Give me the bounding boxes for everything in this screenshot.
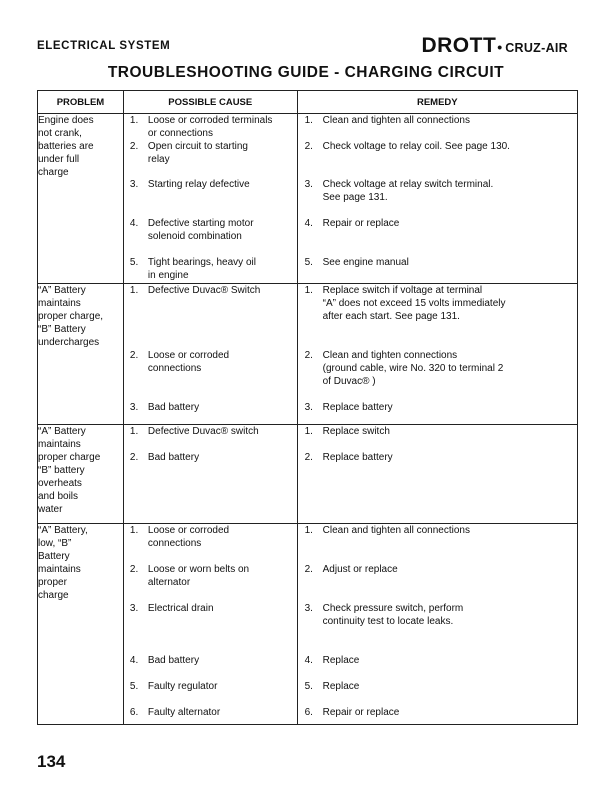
- remedy-line: Check voltage at relay switch terminal.: [322, 179, 494, 190]
- cause-item: [124, 178, 297, 191]
- problem-line: charge: [38, 590, 69, 601]
- cause-cell: [123, 284, 297, 425]
- remedy-cell: [297, 524, 577, 725]
- remedy-line: “A” does not exceed 15 volts immediately: [322, 298, 506, 309]
- cause-line: Defective Duvac® switch: [147, 426, 259, 437]
- remedy-text: [323, 349, 577, 388]
- remedy-number: 2.: [304, 141, 313, 152]
- remedy-number: 1.: [304, 525, 313, 536]
- problem-line: maintains: [38, 439, 81, 450]
- problem-cell: [38, 284, 124, 425]
- problem-line: proper charge,: [38, 311, 104, 322]
- remedy-item: [298, 284, 577, 323]
- problem-cell: [38, 524, 124, 725]
- remedy-text: [323, 178, 577, 204]
- cause-item: [124, 654, 297, 667]
- cause-number: 2.: [129, 564, 139, 575]
- remedy-text: [323, 425, 577, 438]
- problem-line: low, “B”: [38, 538, 72, 549]
- remedy-text: [323, 602, 577, 628]
- remedy-cell: [297, 284, 577, 425]
- remedy-text: [323, 284, 577, 323]
- remedy-item: [298, 654, 577, 667]
- column-header-problem: PROBLEM: [38, 91, 124, 114]
- remedy-number: 5.: [304, 257, 313, 268]
- remedy-item: [298, 114, 577, 127]
- cause-line: Bad battery: [147, 655, 200, 666]
- cause-item: [124, 451, 297, 464]
- problem-line: and boils: [38, 491, 79, 502]
- cause-line: Loose or corroded: [147, 525, 230, 536]
- cause-number: 5.: [129, 681, 139, 692]
- cause-number: 3.: [129, 179, 139, 190]
- cause-cell: [123, 114, 297, 284]
- cause-number: 1.: [129, 285, 139, 296]
- cause-number: 1.: [129, 115, 139, 126]
- cause-line: alternator: [147, 577, 191, 588]
- remedy-line: Adjust or replace: [322, 564, 398, 575]
- cause-line: Bad battery: [147, 402, 200, 413]
- cause-text: [148, 563, 297, 589]
- remedy-number: 3.: [304, 179, 313, 190]
- cause-line: solenoid combination: [147, 231, 242, 242]
- cause-item: [124, 706, 297, 719]
- cause-text: [148, 706, 297, 719]
- cause-item: [124, 425, 297, 438]
- remedy-line: Check voltage to relay coil. See page 130.: [322, 141, 510, 152]
- cause-line: Tight bearings, heavy oil: [147, 257, 256, 268]
- cause-text: [148, 114, 297, 140]
- remedy-number: 1.: [304, 426, 313, 437]
- remedy-item: [298, 680, 577, 693]
- remedy-line: Replace: [322, 681, 360, 692]
- cause-line: Electrical drain: [147, 603, 214, 614]
- problem-line: Engine does: [38, 115, 94, 126]
- cause-text: [148, 654, 297, 667]
- cause-line: connections: [147, 363, 202, 374]
- problem-line: Battery: [38, 551, 70, 562]
- cause-line: connections: [147, 538, 202, 549]
- cause-text: [148, 451, 297, 464]
- remedy-number: 6.: [304, 707, 313, 718]
- cause-text: [148, 401, 297, 414]
- cause-line: Loose or corroded: [147, 350, 230, 361]
- remedy-text: [323, 654, 577, 667]
- remedy-item: [298, 140, 577, 153]
- cause-number: 6.: [129, 707, 139, 718]
- remedy-text: [323, 524, 577, 537]
- column-header-remedy: REMEDY: [297, 91, 577, 114]
- remedy-item: [298, 602, 577, 628]
- problem-line: proper: [38, 577, 67, 588]
- cause-text: [148, 524, 297, 550]
- problem-line: under full: [38, 154, 80, 165]
- cause-line: Starting relay defective: [147, 179, 250, 190]
- remedy-number: 2.: [304, 452, 313, 463]
- cause-number: 4.: [129, 655, 139, 666]
- remedy-line: See page 131.: [322, 192, 388, 203]
- problem-line: “A” Battery: [38, 285, 86, 296]
- cause-line: Loose or corroded terminals: [147, 115, 273, 126]
- cause-item: [124, 140, 297, 166]
- problem-line: maintains: [38, 298, 81, 309]
- remedy-line: of Duvac® ): [322, 376, 376, 387]
- problem-cell: [38, 114, 124, 284]
- cause-text: [148, 602, 297, 615]
- remedy-number: 3.: [304, 402, 313, 413]
- brand-model: CRUZ-AIR: [505, 41, 568, 55]
- cause-line: Faulty alternator: [147, 707, 221, 718]
- cause-text: [148, 217, 297, 243]
- remedy-number: 1.: [304, 285, 313, 296]
- cause-item: [124, 349, 297, 375]
- remedy-item: [298, 451, 577, 464]
- remedy-item: [298, 349, 577, 388]
- cause-number: 2.: [129, 350, 139, 361]
- remedy-item: [298, 401, 577, 414]
- cause-cell: [123, 425, 297, 524]
- cause-item: [124, 524, 297, 550]
- cause-text: [148, 178, 297, 191]
- cause-number: 1.: [129, 426, 139, 437]
- cause-text: [148, 284, 297, 297]
- problem-line: water: [38, 504, 63, 515]
- cause-text: [148, 425, 297, 438]
- remedy-text: [323, 680, 577, 693]
- remedy-text: [323, 451, 577, 464]
- cause-number: 1.: [129, 525, 139, 536]
- remedy-number: 4.: [304, 218, 313, 229]
- remedy-text: [323, 140, 577, 153]
- remedy-number: 2.: [304, 350, 313, 361]
- remedy-number: 4.: [304, 655, 313, 666]
- remedy-text: [323, 217, 577, 230]
- problem-line: charge: [38, 167, 69, 178]
- section-title: ELECTRICAL SYSTEM: [37, 40, 171, 52]
- cause-item: [124, 680, 297, 693]
- cause-number: 4.: [129, 218, 139, 229]
- remedy-line: Replace: [322, 655, 360, 666]
- cause-item: [124, 563, 297, 589]
- remedy-item: [298, 425, 577, 438]
- remedy-line: Clean and tighten all connections: [322, 115, 470, 126]
- problem-cell: [38, 425, 124, 524]
- remedy-line: (ground cable, wire No. 320 to terminal 2: [322, 363, 504, 374]
- remedy-line: See engine manual: [322, 257, 409, 268]
- table-header-row: [38, 91, 578, 114]
- cause-line: in engine: [147, 270, 189, 281]
- cause-line: Loose or worn belts on: [147, 564, 250, 575]
- remedy-line: Check pressure switch, perform: [322, 603, 464, 614]
- cause-number: 2.: [129, 141, 139, 152]
- remedy-text: [323, 256, 577, 269]
- cause-text: [148, 256, 297, 282]
- problem-line: “A” Battery,: [38, 525, 88, 536]
- cause-line: relay: [147, 154, 170, 165]
- remedy-number: 2.: [304, 564, 313, 575]
- cause-line: Defective starting motor: [147, 218, 254, 229]
- remedy-line: Replace battery: [322, 402, 393, 413]
- remedy-line: Replace switch if voltage at terminal: [322, 285, 483, 296]
- remedy-number: 3.: [304, 603, 313, 614]
- remedy-line: Repair or replace: [322, 218, 400, 229]
- brand-name: DROTT: [421, 34, 497, 57]
- cause-cell: [123, 524, 297, 725]
- table-row: [38, 425, 578, 524]
- remedy-cell: [297, 114, 577, 284]
- cause-item: [124, 602, 297, 615]
- problem-line: proper charge: [38, 452, 101, 463]
- remedy-number: 1.: [304, 115, 313, 126]
- cause-item: [124, 217, 297, 243]
- cause-item: [124, 256, 297, 282]
- brand-separator: •: [497, 39, 503, 55]
- remedy-item: [298, 178, 577, 204]
- cause-line: Bad battery: [147, 452, 200, 463]
- table-row: [38, 114, 578, 284]
- table-row: [38, 284, 578, 425]
- cause-number: 3.: [129, 402, 139, 413]
- cause-text: [148, 349, 297, 375]
- cause-line: Open circuit to starting: [147, 141, 248, 152]
- problem-line: “B” battery: [38, 465, 85, 476]
- cause-item: [124, 284, 297, 297]
- remedy-item: [298, 217, 577, 230]
- remedy-line: Clean and tighten all connections: [322, 525, 470, 536]
- problem-line: overheats: [38, 478, 82, 489]
- problem-line: undercharges: [38, 337, 100, 348]
- remedy-number: 5.: [304, 681, 313, 692]
- cause-text: [148, 140, 297, 166]
- cause-item: [124, 401, 297, 414]
- remedy-text: [323, 401, 577, 414]
- remedy-item: [298, 706, 577, 719]
- remedy-item: [298, 256, 577, 269]
- problem-line: “A” Battery: [38, 426, 86, 437]
- problem-line: “B” Battery: [38, 324, 86, 335]
- cause-line: Defective Duvac® Switch: [147, 285, 261, 296]
- column-header-cause: POSSIBLE CAUSE: [123, 91, 297, 114]
- remedy-line: after each start. See page 131.: [322, 311, 460, 322]
- problem-line: not crank,: [38, 128, 82, 139]
- remedy-text: [323, 706, 577, 719]
- table-body: [38, 114, 578, 725]
- problem-line: batteries are: [38, 141, 94, 152]
- page-title: TROUBLESHOOTING GUIDE - CHARGING CIRCUIT: [107, 64, 505, 81]
- remedy-line: continuity test to locate leaks.: [322, 616, 454, 627]
- remedy-text: [323, 563, 577, 576]
- cause-number: 2.: [129, 452, 139, 463]
- remedy-text: [323, 114, 577, 127]
- cause-number: 5.: [129, 257, 139, 268]
- cause-number: 3.: [129, 603, 139, 614]
- page-number: 134: [37, 752, 66, 771]
- cause-line: Faulty regulator: [147, 681, 218, 692]
- remedy-item: [298, 563, 577, 576]
- remedy-item: [298, 524, 577, 537]
- remedy-cell: [297, 425, 577, 524]
- problem-line: maintains: [38, 564, 81, 575]
- cause-text: [148, 680, 297, 693]
- cause-item: [124, 114, 297, 140]
- troubleshooting-table: [37, 90, 578, 725]
- remedy-line: Replace battery: [322, 452, 393, 463]
- table-row: [38, 524, 578, 725]
- remedy-line: Repair or replace: [322, 707, 400, 718]
- remedy-line: Replace switch: [322, 426, 390, 437]
- cause-line: or connections: [147, 128, 213, 139]
- remedy-line: Clean and tighten connections: [322, 350, 458, 361]
- brand-logo: [421, 34, 568, 58]
